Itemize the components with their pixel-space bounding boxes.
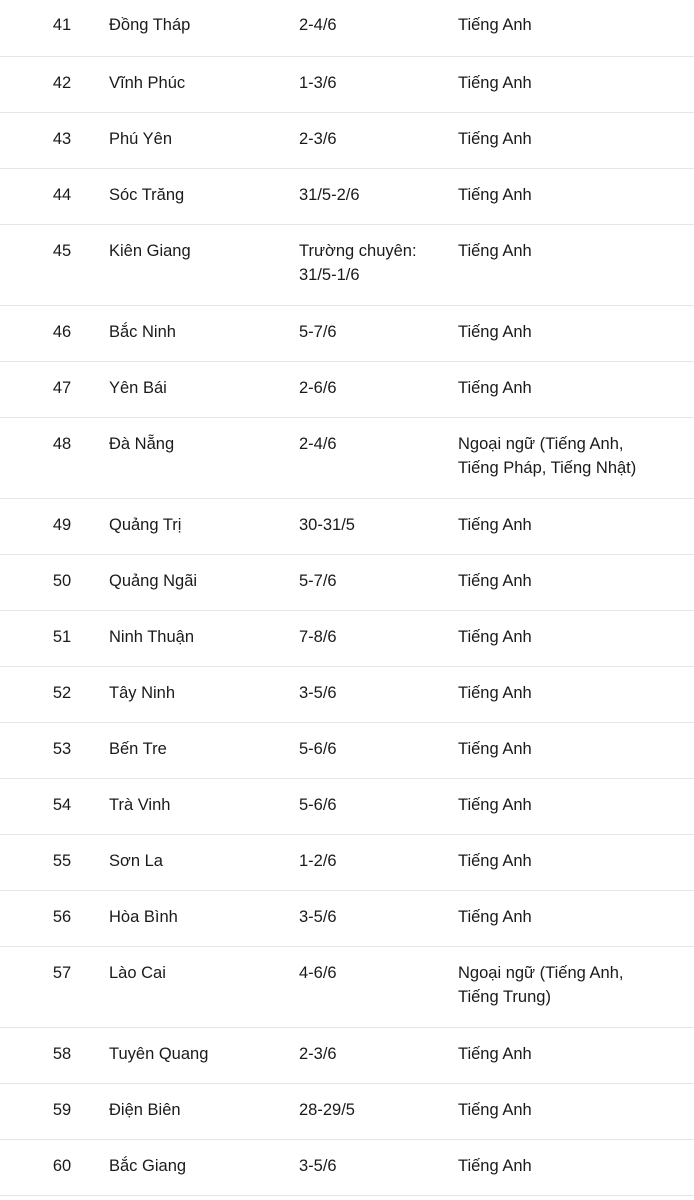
exam-subject: Tiếng Anh	[458, 323, 532, 341]
table-row	[0, 555, 694, 611]
row-number: 55	[52, 852, 72, 870]
exam-subject: Tiếng Anh	[458, 1045, 532, 1063]
exam-date: 5-6/6	[299, 796, 337, 814]
table-row	[0, 947, 694, 1028]
exam-subject-line: Tiếng Trung)	[458, 988, 551, 1006]
province-name: Điện Biên	[109, 1101, 181, 1119]
exam-date: 3-5/6	[299, 908, 337, 926]
exam-date: 1-3/6	[299, 74, 337, 92]
exam-date	[299, 239, 417, 287]
province-name: Sóc Trăng	[109, 186, 185, 204]
table-row	[0, 891, 694, 947]
table-row	[0, 169, 694, 225]
exam-date: 31/5-2/6	[299, 186, 360, 204]
table-row	[0, 57, 694, 113]
province-name: Bắc Giang	[109, 1157, 187, 1175]
province-name: Tây Ninh	[109, 684, 176, 702]
row-number: 43	[52, 130, 72, 148]
exam-subject: Tiếng Anh	[458, 684, 532, 702]
exam-date: 30-31/5	[299, 516, 355, 534]
province-name: Bến Tre	[109, 740, 167, 758]
province-name: Ninh Thuận	[109, 628, 195, 646]
province-name: Tuyên Quang	[109, 1045, 209, 1063]
province-name: Đồng Tháp	[109, 16, 191, 34]
table-row	[0, 418, 694, 499]
exam-date: 2-3/6	[299, 1045, 337, 1063]
row-number: 53	[52, 740, 72, 758]
province-name: Yên Bái	[109, 379, 167, 397]
province-name: Sơn La	[109, 852, 163, 870]
exam-date: 3-5/6	[299, 684, 337, 702]
table-row	[0, 1140, 694, 1196]
province-name: Vĩnh Phúc	[109, 74, 186, 92]
table-row	[0, 306, 694, 362]
province-name: Phú Yên	[109, 130, 173, 148]
table-row	[0, 0, 694, 57]
row-number: 45	[52, 242, 72, 260]
province-name: Đà Nẵng	[109, 435, 175, 453]
exam-subject	[458, 432, 636, 480]
province-name: Kiên Giang	[109, 242, 191, 260]
table-row	[0, 499, 694, 555]
row-number: 50	[52, 572, 72, 590]
table-row	[0, 779, 694, 835]
exam-date: 28-29/5	[299, 1101, 355, 1119]
exam-subject: Tiếng Anh	[458, 16, 532, 34]
row-number: 57	[52, 964, 72, 982]
exam-date: 4-6/6	[299, 964, 337, 982]
exam-subject: Tiếng Anh	[458, 796, 532, 814]
exam-subject: Tiếng Anh	[458, 572, 532, 590]
table-row	[0, 225, 694, 306]
province-name: Lào Cai	[109, 964, 166, 982]
row-number: 59	[52, 1101, 72, 1119]
exam-subject: Tiếng Anh	[458, 74, 532, 92]
province-name: Quảng Trị	[109, 516, 182, 534]
exam-subject-line: Tiếng Pháp, Tiếng Nhật)	[458, 459, 637, 477]
exam-subject: Tiếng Anh	[458, 516, 532, 534]
table-row	[0, 611, 694, 667]
table-row	[0, 113, 694, 169]
exam-subject: Tiếng Anh	[458, 130, 532, 148]
row-number: 48	[52, 435, 72, 453]
row-number: 49	[52, 516, 72, 534]
row-number: 54	[52, 796, 72, 814]
province-name: Bắc Ninh	[109, 323, 176, 341]
exam-subject: Tiếng Anh	[458, 1157, 532, 1175]
exam-date: 5-7/6	[299, 572, 337, 590]
row-number: 56	[52, 908, 72, 926]
row-number: 44	[52, 186, 72, 204]
exam-subject-line: Ngoại ngữ (Tiếng Anh,	[458, 435, 624, 453]
exam-date: 1-2/6	[299, 852, 337, 870]
exam-date: 7-8/6	[299, 628, 337, 646]
province-name: Trà Vinh	[109, 796, 171, 814]
table-row	[0, 362, 694, 418]
exam-date-line: 31/5-1/6	[299, 266, 360, 284]
table-row	[0, 723, 694, 779]
exam-subject	[458, 961, 623, 1009]
exam-date: 5-6/6	[299, 740, 337, 758]
row-number: 41	[52, 16, 72, 34]
table-row	[0, 1084, 694, 1140]
exam-subject-line: Ngoại ngữ (Tiếng Anh,	[458, 964, 624, 982]
exam-subject: Tiếng Anh	[458, 1101, 532, 1119]
table-row	[0, 1028, 694, 1084]
exam-date: 3-5/6	[299, 1157, 337, 1175]
exam-subject: Tiếng Anh	[458, 852, 532, 870]
exam-subject: Tiếng Anh	[458, 908, 532, 926]
row-number: 51	[52, 628, 72, 646]
exam-date: 2-4/6	[299, 16, 337, 34]
exam-subject: Tiếng Anh	[458, 740, 532, 758]
exam-date-line: Trường chuyên:	[299, 242, 417, 260]
exam-date: 2-6/6	[299, 379, 337, 397]
exam-subject: Tiếng Anh	[458, 628, 532, 646]
table-row	[0, 667, 694, 723]
row-number: 42	[52, 74, 72, 92]
province-name: Hòa Bình	[109, 908, 178, 926]
row-number: 46	[52, 323, 72, 341]
exam-date: 5-7/6	[299, 323, 337, 341]
table-row	[0, 835, 694, 891]
row-number: 52	[52, 684, 72, 702]
province-name: Quảng Ngãi	[109, 572, 198, 590]
exam-subject: Tiếng Anh	[458, 242, 532, 260]
row-number: 60	[52, 1157, 72, 1175]
exam-subject: Tiếng Anh	[458, 186, 532, 204]
exam-subject: Tiếng Anh	[458, 379, 532, 397]
row-number: 47	[52, 379, 72, 397]
row-number: 58	[52, 1045, 72, 1063]
exam-date: 2-4/6	[299, 435, 337, 453]
exam-date: 2-3/6	[299, 130, 337, 148]
